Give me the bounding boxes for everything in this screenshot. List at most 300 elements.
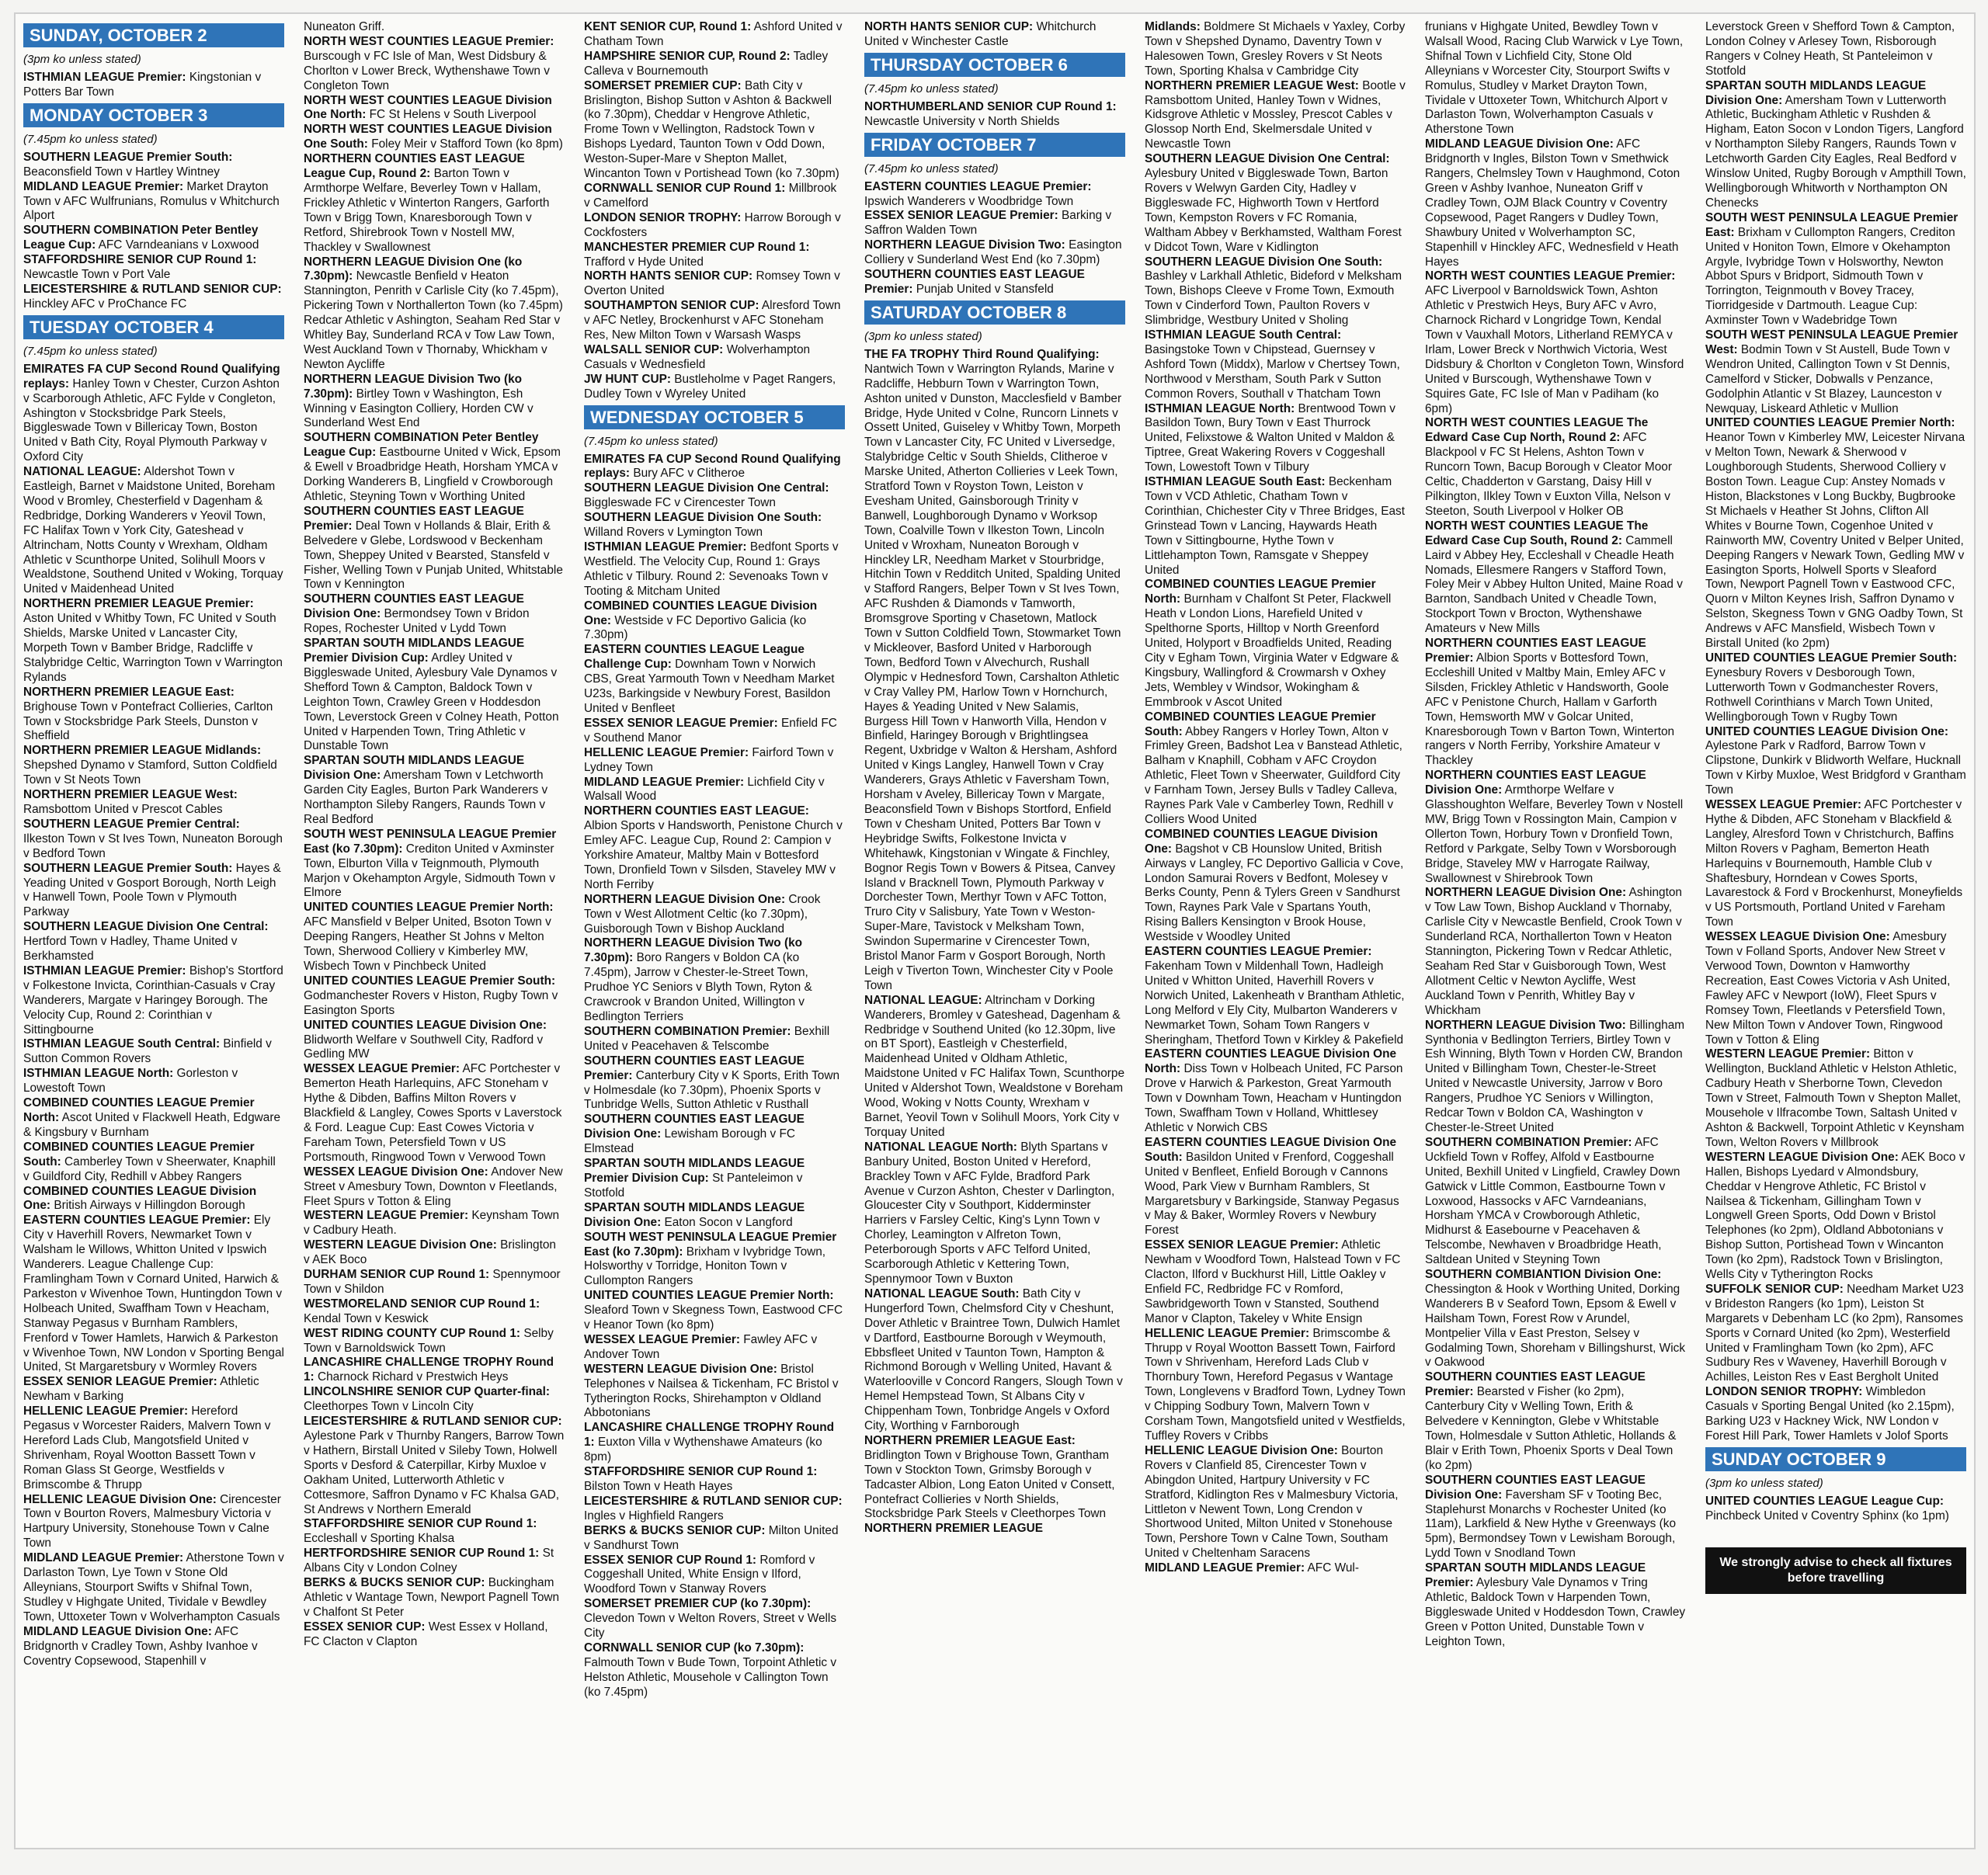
competition-entry — [1705, 1385, 1966, 1444]
fixture-list: Barking v Saffron Walden Town — [864, 209, 1112, 238]
fixture-list: Beckenham Town v VCD Athletic, Chatham Town v Corinthian, Chichester City v Three Bridges, East Grinstead Town v Lancing, Haywards Heath Town v Sittingbourne, Hythe Town v Littlehampton Town, Ramsgate v Sheppey United — [1145, 475, 1406, 577]
competition-entry — [864, 100, 1125, 130]
fixture-list: frunians v Highgate United, Bewdley Town v Walsall Wood, Racing Club Warwick v Lye Town, Shifnal Town v Lichfield City, Stone Old Alleynians v Worcester City, Stourport Swifts v Romulus, Studley v Market Drayton Town, Tividale v Uttoxeter Town, Whitchurch Alport v Darlaston Town, Wolverhampton Casuals v Atherstone Town — [1425, 20, 1684, 137]
competition-entry — [304, 1547, 565, 1576]
competition-entry — [23, 1551, 284, 1625]
fixture-list: Brimscombe & Thrupp v Royal Wootton Bassett Town, Fairford Town v Shrivenham, Hereford Lads Club v Thornbury Town, Hereford Pegasus v Wantage Town, Longlevens v Bradford Town, Lydney Town v Chipping Sodbury Town, Malvern Town v Corsham Town, Mangotsfield united v Westfields, Tuffley Rovers v Cribbs — [1145, 1326, 1406, 1443]
fixture-list: Bootle v Ramsbottom United, Hanley Town v Widnes, Kidsgrove Athletic v Mossley, Prescot Cables v Glossop North End, Skelmersdale United v Newcastle Town — [1145, 78, 1406, 151]
competition-title: WESTMORELAND SENIOR CUP Round 1: — [304, 1297, 540, 1311]
competition-title: UNITED COUNTIES LEAGUE Premier South: — [1705, 651, 1958, 665]
competition-entry — [23, 151, 284, 180]
fixture-list: Bagshot v CB Hounslow United, British Airways v Langley, FC Deportivo Gallicia v Cove, London Samurai Rovers v Bedfont, Molesey v Berks County, Penn & Tylers Green v Sandhurst Town, Raynes Park Vale v Spartans Youth, Rising Ballers Kensington v Brook House, Westside v Woodley United — [1145, 842, 1404, 944]
fixture-list: Bristol Telephones v Nailsea & Tickenham, FC Bristol v Tytherington Rocks, Shirehampton v Oldland Abbotonians — [584, 1362, 839, 1420]
day-heading: FRIDAY OCTOBER 7 — [864, 133, 1125, 157]
competition-title: SOUTHERN COMBIANTION Division One: — [1425, 1268, 1662, 1282]
competition-entry — [304, 1576, 565, 1620]
fixture-list: Romford v Coggeshall United, White Ensign v Ilford, Woodford Town v Stanway Rovers — [584, 1553, 815, 1596]
competition-entry — [584, 343, 845, 373]
competition-title: EASTERN COUNTIES LEAGUE Division One South: — [1145, 1135, 1397, 1164]
competition-entry — [23, 1375, 284, 1405]
fixtures-column — [1705, 20, 1966, 1842]
travel-advice-notice: We strongly advise to check all fixtures before travelling — [1705, 1547, 1966, 1594]
competition-title: NORTHERN LEAGUE Division One: — [584, 892, 786, 906]
competition-title: STAFFORDSHIRE SENIOR CUP Round 1: — [304, 1517, 537, 1531]
competition-title: NORTHERN COUNTIES EAST LEAGUE: — [584, 804, 809, 818]
competition-entry — [1145, 152, 1406, 255]
competition-entry — [584, 936, 845, 1024]
competition-title: JW HUNT CUP: — [584, 372, 672, 386]
competition-title: LINCOLNSHIRE SENIOR CUP Quarter-final: — [304, 1385, 550, 1399]
fixture-list: Boldmere St Michaels v Yaxley, Corby Town v Shepshed Dynamo, Daventry Town v Halesowen Town, Gresley Rovers v St Neots Town, Sporting Khalsa v Cambridge City — [1145, 20, 1406, 78]
competition-title: KENT SENIOR CUP, Round 1: — [584, 20, 752, 33]
competition-entry — [584, 804, 845, 892]
competition-entry — [23, 964, 284, 1038]
competition-title: EASTERN COUNTIES LEAGUE Premier: — [23, 1214, 251, 1227]
competition-entry — [23, 1067, 284, 1096]
competition-title: NORTHUMBERLAND SENIOR CUP Round 1: — [864, 99, 1117, 113]
fixture-list: Millbrook v Camelford — [584, 181, 837, 210]
fixture-list: Bexhill United v Peacehaven & Telscombe — [584, 1024, 830, 1053]
fixture-list: Albion Sports v Handsworth, Penistone Church v Emley AFC. League Cup, Round 2: Campion v Yorkshire Amateur, Maltby Main v Bottesford Town, Dronfield Town v Silsden, Staveley MW v North Ferriby — [584, 819, 843, 891]
competition-title: WESSEX LEAGUE Premier: — [304, 1062, 460, 1076]
fixture-list: Ely City v Haverhill Rovers, Newmarket Town v Walsham le Willows, Whitton United v Ipswich Wanderers. League Challenge Cup: Framlingham Town v Cornard United, Harwich & Parkeston v Wivenhoe Town, Huntingdon Town v Holbeach United, Swaffham Town v Heacham, Stanway Pegasus v Burnham Ramblers, Frenford v Tower Hamlets, Harwich & Parkeston v Wivenhoe Town, NW London v Sporting Bengal United, St Margaretsbury v Wormley Rovers — [23, 1214, 284, 1374]
competition-title: DURHAM SENIOR CUP Round 1: — [304, 1268, 490, 1282]
competition-title: EASTERN COUNTIES LEAGUE Division One North: — [1145, 1047, 1397, 1076]
fixture-list: Beaconsfield Town v Hartley Wintney — [23, 165, 220, 179]
fixture-list: Burnham v Chalfont St Peter, Flackwell Heath v London Lions, Harefield United v Spelthorne Sports, Hilltop v North Greenford United, Holyport v Broadfields United, Reading City v Egham Town, Virginia Water v Edgware & Kingsbury, Wallingford & Crowmarsh v Oxhey Jets, Wembley v Windsor, Wokingham & Emmbrook v Ascot United — [1145, 592, 1399, 709]
fixture-list: Atherstone Town v Darlaston Town, Lye Town v Stone Old Alleynians, Stourport Swifts v Shifnal Town, Studley v Highgate United, Tividale v Bewdley Town, Uttoxeter Town v Wolverhampton Casuals — [23, 1551, 284, 1623]
competition-title: SPARTAN SOUTH MIDLANDS LEAGUE Division One: — [1705, 78, 1927, 107]
fixture-list: Trafford v Hyde United — [584, 255, 704, 269]
fixture-list: Fakenham Town v Mildenhall Town, Hadleigh United v Whitton United, Haverhill Rovers v Norwich United, Lakenheath v Brantham Athletic, Long Melford v Ely City, Mulbarton Wanderers v Newmarket Town, Soham Town Rangers v Sheringham, Thetford Town v Kirkley & Pakefield — [1145, 960, 1405, 1047]
competition-title: ESSEX SENIOR LEAGUE Premier: — [584, 716, 778, 730]
competition-entry — [1145, 1444, 1406, 1561]
competition-title: ESSEX SENIOR CUP Round 1: — [584, 1553, 757, 1567]
day-heading: THURSDAY OCTOBER 6 — [864, 53, 1125, 77]
competition-entry — [304, 974, 565, 1019]
competition-entry — [1145, 1136, 1406, 1238]
fixtures-column — [1145, 20, 1406, 1842]
fixture-list: Bath City v Hungerford Town, Chelmsford City v Cheshunt, Dover Athletic v Braintree Town, Dulwich Hamlet v Dartford, Eastbourne Borough v Weymouth, Ebbsfleet United v Taunton Town, Hampton & Richmond Borough v Welling United, Havant & Waterlooville v Concord Rangers, Slough Town v Hemel Hempstead Town, St Albans City v Chippenham Town, Tonbridge Angels v Oxford City, Worthing v Farnborough — [864, 1286, 1123, 1433]
fixture-list: Nuneaton Griff. — [304, 20, 385, 33]
competition-title: MIDLAND LEAGUE Premier: — [23, 179, 184, 193]
fixture-list: Cleethorpes Town v Lincoln City — [304, 1400, 474, 1414]
competition-title: NORTHERN PREMIER LEAGUE East: — [23, 685, 235, 699]
fixtures-column — [864, 20, 1125, 1842]
competition-title: NORTH WEST COUNTIES LEAGUE Premier: — [304, 34, 554, 48]
competition-entry — [23, 283, 284, 312]
competition-title: COMBINED COUNTIES LEAGUE Division One: — [23, 1184, 257, 1213]
fixture-list: Punjab United v Stansfeld — [916, 282, 1054, 296]
competition-entry — [23, 862, 284, 921]
fixture-list: AFC Uckfield Town v Roffey, Alfold v Eastbourne United, Bexhill United v Lingfield, Crawley Down Gatwick v Little Common, Eastbourne Town v Loxwood, Hassocks v AFC Varndeanians, Horsham YMCA v Crowborough Athletic, Midhurst & Easebourne v Peacehaven & Telscombe, Newhaven v Broadbridge Heath, Saltdean United v Steyning Town — [1425, 1135, 1680, 1267]
competition-entry — [584, 481, 845, 511]
competition-entry — [1705, 416, 1966, 651]
competition-title: ISTHMIAN LEAGUE Premier: — [23, 71, 186, 84]
fixture-list: Ashford United v Chatham Town — [584, 20, 843, 48]
competition-title: MIDLAND LEAGUE Division One: — [23, 1624, 212, 1638]
fixtures-column — [584, 20, 845, 1842]
competition-entry — [584, 1333, 845, 1363]
competition-title: MIDLAND LEAGUE Premier: — [23, 1551, 184, 1565]
competition-title: NORTHERN COUNTIES EAST LEAGUE Premier: — [1425, 637, 1646, 665]
competition-entry — [23, 253, 284, 283]
competition-title: NORTHERN LEAGUE Division Two (ko 7.30pm): — [584, 936, 803, 965]
competition-entry — [1145, 328, 1406, 402]
fixtures-column — [23, 20, 284, 1842]
fixture-list: Aylesbury Vale Dynamos v Tring Athletic, Baldock Town v Harpenden Town, Biggleswade United v Hoddesdon Town, Crawley Green v Potton United, Dunstable Town v Leighton Town, — [1425, 1576, 1686, 1648]
fixture-list: Aston United v Whitby Town, FC United v South Shields, Marske United v Lancaster City, Morpeth Town v Bamber Bridge, Radcliffe v Stalybridge Celtic, Warrington Town v Warrington Rylands — [23, 612, 283, 684]
competition-title: WESSEX LEAGUE Premier: — [584, 1332, 740, 1346]
fixture-list: Milton United v Sandhurst Town — [584, 1523, 839, 1552]
competition-title: NATIONAL LEAGUE South: — [864, 1286, 1020, 1300]
fixture-list: Albion Sports v Bottesford Town, Eccleshill United v Maltby Main, Emley AFC v Silsden, Frickley Athletic v Handsworth, Goole AFC v Penistone Church, Hallam v Garforth Town, Hemsworth MW v Golcar United, Knaresborough Town v Barton Town, Winterton rangers v North Ferriby, Yorkshire Amateur v Thackley — [1425, 651, 1675, 768]
competition-entry — [584, 511, 845, 540]
competition-title: NORTHERN PREMIER LEAGUE West: — [23, 788, 238, 802]
fixture-list: Buckingham Athletic v Wantage Town, Newport Pagnell Town v Chalfont St Peter — [304, 1576, 560, 1619]
fixture-list: Andover New Street v Amesbury Town, Downton v Fleetlands, Fleet Spurs v Totton & Eling — [304, 1165, 563, 1208]
competition-title: WALSALL SENIOR CUP: — [584, 342, 724, 356]
competition-entry — [584, 643, 845, 717]
competition-entry — [1425, 1561, 1686, 1649]
fixture-list: Aylestone Park v Thurnby Rangers, Barrow Town v Hathern, Birstall United v Sileby Town, Holwell Sports v Desford & Caterpillar, Kirby Muxloe v Oakham United, Lutterworth Athletic v Cottesmore, Saffron Dynamo v FC Khalsa GAD, St Andrews v Northern Emerald — [304, 1429, 565, 1516]
competition-entry — [304, 1019, 565, 1063]
fixture-list: Deal Town v Hollands & Blair, Erith & Belvedere v Glebe, Lordswood v Beckenham Town, Sheppey United v Bearsted, Stansfeld v Fisher, Welling Town v Punjab United, Whitstable Town v Kennington — [304, 519, 563, 592]
competition-title: ISTHMIAN LEAGUE Premier: — [23, 964, 186, 977]
fixture-list: AFC Varndeanians v Loxwood — [98, 238, 259, 252]
fixture-list: Bury AFC v Clitheroe — [633, 467, 746, 481]
competition-title: SPARTAN SOUTH MIDLANDS LEAGUE Premier: — [1425, 1561, 1646, 1590]
competition-entry — [23, 1214, 284, 1375]
fixture-list: Godmanchester Rovers v Histon, Rugby Town v Easington Sports — [304, 988, 558, 1017]
competition-entry — [1705, 20, 1966, 79]
fixture-list: Downham Town v Norwich CBS, Great Yarmouth Town v Needham Market U23s, Barkingside v Newbury Forest, Basildon United v Benfleet — [584, 658, 835, 715]
competition-title: EASTERN COUNTIES LEAGUE Premier: — [864, 179, 1092, 193]
competition-title: SPARTAN SOUTH MIDLANDS LEAGUE Premier Division Cup: — [584, 1157, 805, 1185]
competition-entry — [584, 599, 845, 644]
competition-title: COMBINED COUNTIES LEAGUE Premier North: — [23, 1096, 255, 1124]
fixture-list: Euxton Villa v Wythenshawe Amateurs (ko 8pm) — [584, 1436, 822, 1464]
fixture-list: British Airways v Hillingdon Borough — [54, 1199, 245, 1213]
competition-title: SOUTHERN COUNTIES EAST LEAGUE Division One: — [1425, 1473, 1646, 1502]
fixtures-page — [14, 12, 1976, 1849]
competition-title: HELLENIC LEAGUE Division One: — [1145, 1443, 1338, 1457]
competition-title: SOUTHERN LEAGUE Premier South: — [23, 861, 233, 875]
competition-entry — [864, 1434, 1125, 1522]
competition-title: NORTH WEST COUNTIES LEAGUE Division One South: — [304, 123, 552, 151]
competition-title: WESTERN LEAGUE Division One: — [1705, 1150, 1899, 1164]
fixture-list: Leverstock Green v Shefford Town & Campton, London Colney v Arlesey Town, Risborough Rangers v Colney Heath, St Panteleimon v Stotfold — [1705, 20, 1955, 78]
competition-title: THE FA TROPHY Third Round Qualifying: — [864, 347, 1100, 361]
competition-entry — [584, 50, 845, 79]
competition-entry — [584, 776, 845, 805]
competition-title: SOUTHERN LEAGUE Division One Central: — [1145, 152, 1390, 166]
fixture-list: Crook Town v West Allotment Celtic (ko 7.30pm), Guisborough Town v Bishop Auckland — [584, 892, 821, 936]
competition-entry — [304, 828, 565, 901]
fixture-list: AFC Mansfield v Belper United, Bsoton Town v Deeping Rangers, Heather St Johns v Melton Town, Sherwood Colliery v Kimberley MW, Wisbech Town v Pinchbeck United — [304, 915, 551, 973]
competition-entry — [23, 71, 284, 100]
competition-title: NORTHERN PREMIER LEAGUE — [864, 1522, 1044, 1536]
fixture-list: AFC Portchester v Bemerton Heath Harlequins, AFC Stoneham v Hythe & Dibden, Baffins Milton Rovers v Blackfield & Langley, Cowes Sports v Laverstock & Ford. League Cup: East Cowes Victoria v Fareham Town, Petersfield Town v US Portsmouth, Ringwood Town v Verwood Town — [304, 1062, 562, 1164]
competition-title: SOUTHERN LEAGUE Division One Central: — [23, 920, 269, 934]
competition-title: SOUTHERN COUNTIES EAST LEAGUE Premier: — [584, 1054, 805, 1082]
fixture-list: Eccleshall v Sporting Khalsa — [304, 1532, 455, 1546]
competition-title: ESSEX SENIOR CUP: — [304, 1620, 426, 1634]
competition-title: SOUTHERN LEAGUE Premier Central: — [23, 817, 240, 831]
day-heading: SUNDAY, OCTOBER 2 — [23, 23, 284, 47]
competition-title: NATIONAL LEAGUE: — [23, 465, 141, 479]
fixture-list: Hinckley AFC v ProChance FC — [23, 297, 187, 311]
competition-entry — [584, 1524, 845, 1554]
competition-title: SOUTHERN LEAGUE Division One South: — [584, 511, 822, 525]
competition-entry — [584, 540, 845, 599]
fixture-list: Bitton v Wellington, Buckland Athletic v Helston Athletic, Cadbury Heath v Sherborne Town, Clevedon Town v Street, Falmouth Town v Shepton Mallet, Mousehole v Ilfracombe Town, Saltash United v Ashton & Backwell, Torpoint Athletic v Keynsham Town, Welton Rovers v Millbrook — [1705, 1047, 1965, 1149]
fixture-list: Wimbledon Casuals v Sporting Bengal United (ko 2.15pm), Barking U23 v Hackney Wick, NW London v Forest Hill Park, Tower Hamlets v Jolof Sports — [1705, 1385, 1955, 1443]
fixture-list: AFC Wul- — [1307, 1561, 1359, 1575]
fixture-list: Ingles v Highfield Rangers — [584, 1509, 724, 1523]
fixture-list: Selby Town v Barnoldswick Town — [304, 1326, 554, 1355]
competition-title: SPARTAN SOUTH MIDLANDS LEAGUE Premier Division Cup: — [304, 637, 525, 665]
day-heading: SUNDAY OCTOBER 9 — [1705, 1447, 1966, 1471]
fixture-list: Keynsham Town v Cadbury Heath. — [304, 1209, 560, 1238]
fixture-list: Gorleston v Lowestoft Town — [23, 1067, 238, 1095]
competition-title: NORTHERN PREMIER LEAGUE East: — [864, 1433, 1076, 1447]
fixture-list: Bourton Rovers v Clanfield 85, Cirencester Town v Abingdon United, Hartpury University v FC Stratford, Kidlington Res v Malmesbury Victoria, Littleton v Newent Town, Long Crendon v Shortwood United, Milton United v Stonehouse Town, Pershore Town v Calne Town, Southam United v Cheltenham Saracens — [1145, 1443, 1399, 1561]
kickoff-note: (7.45pm ko unless stated) — [584, 434, 718, 448]
competition-title: CORNWALL SENIOR CUP (ko 7.30pm): — [584, 1641, 805, 1655]
competition-entry — [584, 299, 845, 343]
fixture-list: AEK Boco v Hallen, Bishops Lyedard v Almondsbury, Cheddar v Hengrove Athletic, FC Bristol v Nailsea & Tickenham, Gillingham Town v Longwell Green Sports, Odd Down v Bristol Telephones (ko 2pm), Oldland Abbotonians v Bishop Sutton, Portishead Town v Wincanton Town (ko 2pm), Radstock Town v Brislington, Wells City v Tytherington Rocks — [1705, 1150, 1965, 1282]
fixture-list: Newcastle Town v Port Vale — [23, 268, 171, 282]
competition-title: STAFFORDSHIRE SENIOR CUP Round 1: — [23, 253, 257, 267]
fixture-list: Falmouth Town v Bude Town, Torpoint Athletic v Helston Athletic, Mousehole v Callington Town (ko 7.45pm) — [584, 1655, 837, 1699]
competition-title: CORNWALL SENIOR CUP Round 1: — [584, 181, 786, 195]
competition-title: UNITED COUNTIES LEAGUE Division One: — [1705, 724, 1948, 738]
fixture-list: Hanley Town v Chester, Curzon Ashton v Scarborough Athletic, AFC Fylde v Congleton, Ashington v Stocksbridge Park Steels, Biggleswade Town v Billericay Town, Boston United v Bath City, Royal Plymouth Parkway v Oxford City — [23, 377, 280, 464]
fixture-list: Blyth Spartans v Banbury United, Boston United v Hereford, Brackley Town v AFC Fylde, Bradford Park Avenue v Curzon Ashton, Chester v Darlington, Gloucester City v Southport, Kidderminster Harriers v Farsley Celtic, King's Lynn Town v Chorley, Leamington v Alfreton Town, Peterborough Sports v AFC Telford United, Scarborough Athletic v Kettering Town, Spennymoor Town v Buxton — [864, 1140, 1115, 1286]
competition-entry — [584, 79, 845, 182]
competition-entry — [304, 637, 565, 754]
competition-entry — [864, 180, 1125, 210]
competition-title: EASTERN COUNTIES LEAGUE Premier: — [1145, 945, 1372, 959]
kickoff-note: (7.45pm ko unless stated) — [23, 344, 158, 358]
competition-entry — [1145, 578, 1406, 710]
fixture-list: Bilston Town v Heath Hayes — [584, 1480, 733, 1493]
competition-title: SOUTHERN COUNTIES EAST LEAGUE Division One: — [304, 592, 524, 621]
competition-title: NORTH WEST COUNTIES LEAGUE The Edward Case Cup South, Round 2: — [1425, 519, 1649, 547]
competition-title: UNITED COUNTIES LEAGUE Premier North: — [304, 901, 554, 915]
fixture-list: AFC Bridgnorth v Cradley Town, Ashby Ivanhoe v Coventry Copsewood, Stapenhill v — [23, 1624, 258, 1668]
competition-title: NORTHERN LEAGUE Division One: — [1425, 886, 1627, 900]
competition-entry — [1145, 1047, 1406, 1135]
competition-entry — [304, 1356, 565, 1385]
day-heading: TUESDAY OCTOBER 4 — [23, 315, 284, 339]
competition-entry — [584, 1597, 845, 1641]
competition-entry — [584, 1201, 845, 1231]
competition-entry — [1705, 798, 1966, 930]
competition-title: LEICESTERSHIRE & RUTLAND SENIOR CUP: — [23, 282, 282, 296]
competition-entry — [1425, 1136, 1686, 1268]
competition-title: STAFFORDSHIRE SENIOR CUP Round 1: — [584, 1465, 818, 1479]
competition-title: MANCHESTER PREMIER CUP Round 1: — [584, 240, 810, 254]
competition-entry — [584, 1495, 845, 1524]
fixture-list: Chessington & Hook v Worthing United, Dorking Wanderers B v Seaford Town, Epsom & Ewell v Hailsham Town, Forest Row v Arundel, Montpelier Villa v East Preston, Selsey v Godalming Town, Shoreham v Billingshurst, Wick v Oakwood — [1425, 1282, 1686, 1370]
fixture-list: Fawley AFC v Andover Town — [584, 1332, 818, 1361]
competition-entry — [304, 1268, 565, 1297]
fixture-list: Canterbury City v K Sports, Erith Town v Holmesdale (ko 7.30pm), Phoenix Sports v Tunbridge Wells, Sutton Athletic v Rusthall — [584, 1068, 840, 1112]
competition-title: ISTHMIAN LEAGUE Premier: — [584, 540, 747, 554]
competition-entry — [304, 1209, 565, 1238]
fixture-list: Aylesbury United v Biggleswade Town, Barton Rovers v Welwyn Garden City, Hadley v Biggleswade FC, Highworth Town v Hertford Town, Kempston Rovers v FC Romania, Waltham Abbey v Berkhamsted, Waltham Forest v Didcot Town, Ware v Kidlington — [1145, 167, 1402, 254]
fixture-list: Enfield FC v Southend Manor — [584, 716, 837, 745]
competition-entry — [1425, 137, 1686, 269]
competition-entry — [23, 788, 284, 818]
fixture-list: West Essex v Holland, FC Clacton v Clapton — [304, 1620, 548, 1648]
fixture-list: Ascot United v Flackwell Heath, Edgware & Kingsbury v Burnham — [23, 1111, 281, 1139]
competition-entry — [1425, 769, 1686, 886]
competition-entry — [584, 1465, 845, 1495]
fixture-list: Cammell Laird v Abbey Hey, Eccleshall v Cheadle Heath Nomads, Ellesmere Rangers v Stafford Town, Foley Meir v Abbey Hulton United, Maine Road v Barnton, Sandbach United v Cheadle Town, Stockport Town v Brocton, Wythenshawe Amateurs v New Mills — [1425, 533, 1683, 636]
fixture-list: Brighouse Town v Pontefract Collieries, Carlton Town v Stocksbridge Park Steels, Dunston v Sheffield — [23, 700, 273, 743]
fixture-list: Barton Town v Armthorpe Welfare, Beverley Town v Hallam, Frickley Athletic v Winterton Rangers, Garforth Town v Brigg Town, Knaresborough Town v Retford, Shirebrook Town v Nostell MW, Thackley v Swallownest — [304, 167, 550, 254]
competition-entry — [864, 209, 1125, 238]
fixture-list: Camberley Town v Sheerwater, Knaphill v Guildford City, Redhill v Abbey Rangers — [23, 1155, 276, 1183]
fixture-list: Blidworth Welfare v Southwell City, Radford v Gedling MW — [304, 1033, 544, 1061]
fixture-list: Ardley United v Biggleswade United, Aylesbury Vale Dynamos v Shefford Town & Campton, Baldock Town v Leighton Town, Crawley Green v Hoddesdon Town, Leverstock Green v Colney Heath, Potton United v Harpenden Town, Tring Athletic v Dunstable Town — [304, 651, 559, 753]
competition-title: SOUTH WEST PENINSULA LEAGUE Premier East: — [1705, 210, 1958, 239]
competition-entry — [304, 1062, 565, 1165]
competition-entry — [1705, 1151, 1966, 1283]
competition-title: NATIONAL LEAGUE: — [864, 993, 982, 1007]
competition-entry — [1145, 402, 1406, 476]
fixture-list: Bashley v Larkhall Athletic, Bideford v Melksham Town, Bishops Cleeve v Frome Town, Exmouth Town v Cinderford Town, Paulton Rovers v Slimbridge, Westbury United v Sholing — [1145, 269, 1402, 328]
competition-title: LONDON SENIOR TROPHY: — [1705, 1385, 1863, 1399]
fixture-list: Brentwood Town v Basildon Town, Bury Town v East Thurrock United, Felixstowe & Walton United v Maldon & Tiptree, Great Wakering Rovers v Coggeshall Town, Lowestoft Town v Tilbury — [1145, 401, 1395, 474]
competition-title: HERTFORDSHIRE SENIOR CUP Round 1: — [304, 1547, 540, 1561]
competition-title: ISTHMIAN LEAGUE South East: — [1145, 475, 1326, 489]
fixture-list: Boro Rangers v Boldon CA (ko 7.45pm), Jarrow v Chester-le-Street Town, Prudhoe YC Seniors v Blyth Town, Ryton & Crawcrook v Brandon United, Willington v Bedlington Terriers — [584, 951, 812, 1023]
fixture-list: Shepshed Dynamo v Stamford, Sutton Coldfield Town v St Neots Town — [23, 759, 277, 787]
competition-entry — [23, 180, 284, 224]
competition-entry — [304, 255, 565, 373]
kickoff-note: (3pm ko unless stated) — [1705, 1476, 1823, 1490]
competition-title: EASTERN COUNTIES LEAGUE League Challenge Cup: — [584, 643, 805, 672]
competition-entry — [1145, 710, 1406, 828]
competition-entry — [23, 1096, 284, 1141]
competition-entry — [23, 920, 284, 964]
competition-entry — [1425, 1474, 1686, 1561]
fixtures-column — [304, 20, 565, 1842]
fixture-list: Nantwich Town v Warrington Rylands, Marine v Radcliffe, Hebburn Town v Warrington Town, Ashton united v Dunston, Macclesfield v Bamber Bridge, Hyde United v Colne, Runcorn Linnets v Ossett United, Guiseley v Whitby Town, Morpeth Town v Lancaster City, FC United v Liversedge, Stalybridge Celtic v South Shields, Clitheroe v Marske United, Atherton Collieries v Leek Town, Stratford Town v Royston Town, Leiston v Evesham United, Gainsborough Trinity v Banwell, Loughborough Dynamo v Worksop Town, Coalville Town v Ilkeston Town, Lincoln United v Wroxham, Nuneaton Borough v Hinckley LR, Needham Market v Stourbridge, Hitchin Town v Redditch United, Spalding United v Stafford Rangers, Belper Town v St Ives Town, AFC Rushden & Diamonds v Tamworth, Bromsgrove Sporting v Chasetown, Matlock Town v Sutton Coldfield Town, Stowmarket Town v Mickleover, Basford United v Harborough Town, Bedford Town v Alvechurch, Rushall Olympic v Hednesford Town, Carshalton Athletic v Cray Valley PM, Harlow Town v Hornchurch, Hayes & Yeading United v New Salamis, Burgess Hill Town v Hanworth Villa, Hendon v Binfield, Haringey Borough v Brightlingsea Regent, Uxbridge v Walton & Hersham, Ashford United v Kings Langley, Hanwell Town v Cray Wanderers, Grays Athletic v Faversham Town, Horsham v Aveley, Billericay Town v Margate, Beaconsfield Town v Bishops Stortford, Enfield Town v Chesham United, Potters Bar Town v Heybridge Swifts, Folkestone Invicta v Whitehawk, Kingstonian v Wingate & Finchley, Bognor Regis Town v Bowers & Pitsea, Canvey Island v Bracknell Town, Plymouth Parkway v Dorchester Town, Merthyr Town v AFC Totton, Truro City v Salisbury, Yate Town v Weston-Super-Mare, Tavistock v Melksham Town, Swindon Supermarine v Cirencester Town, Bristol Manor Farm v Gosport Borough, North Leigh v Tiverton Town, Winchester City v Poole Town — [864, 362, 1122, 992]
fixture-list: Bustleholme v Paget Rangers, Dudley Town v Wyreley United — [584, 372, 836, 401]
fixtures-column — [1425, 20, 1686, 1842]
fixture-list: Hayes & Yeading United v Gosport Borough, North Leigh v Hanwell Town, Poole Town v Plymouth Parkway — [23, 861, 281, 919]
fixture-list: Faversham SF v Tooting Bec, Staplehurst Monarchs v Rochester United (ko 11am), Larkfield & New Hythe v Greenways (ko 5pm), Bermondsey Town v Lewisham Borough, Lydd Town v Snodland Town — [1425, 1488, 1677, 1561]
competition-title: ISTHMIAN LEAGUE North: — [1145, 401, 1295, 415]
competition-entry — [23, 597, 284, 685]
competition-entry — [584, 20, 845, 50]
competition-entry — [864, 348, 1125, 994]
competition-title: HAMPSHIRE SENIOR CUP, Round 2: — [584, 49, 791, 63]
competition-entry — [23, 1625, 284, 1669]
competition-title: WEST RIDING COUNTY CUP Round 1: — [304, 1326, 521, 1340]
fixture-list: Market Drayton Town v AFC Wulfrunians, Romulus v Whitchurch Alport — [23, 179, 280, 223]
competition-title: ISTHMIAN LEAGUE North: — [23, 1067, 174, 1081]
fixture-list: Diss Town v Holbeach United, FC Parson Drove v Harwich & Parkeston, Great Yarmouth Town v Downham Town, Heacham v Huntingdon Town, Swaffham Town v Holland, Whittlesey Athletic v Norwich CBS — [1145, 1062, 1403, 1134]
fixture-list: AFC Portchester v Hythe & Dibden, AFC Stoneham v Blackfield & Langley, Alresford Town v Christchurch, Baffins Milton Rovers v Pagham, Bemerton Heath Harlequins v Bournemouth, Hamble Club v Shaftesbury, Horndean v Cowes Sports, Lavarestock & Ford v Brockenhurst, Moneyfields v US Portsmouth, Portland United v Fareham Town — [1705, 798, 1963, 929]
competition-title: NORTHERN LEAGUE Division Two (ko 7.30pm): — [304, 372, 523, 401]
fixture-list: Westside v FC Deportivo Galicia (ko 7.30pm) — [584, 613, 807, 642]
fixture-list: Burscough v FC Isle of Man, West Didsbury & Chorlton v Lower Breck, Wythenshawe Town v Congleton Town — [304, 49, 550, 92]
fixture-list: AFC Liverpool v Barnoldswick Town, Ashton Athletic v Prestwich Heys, Bury AFC v Avro, Charnock Richard v Longridge Town, Kendal Town v Vauxhall Motors, Litherland REMYCA v Irlam, Lower Breck v Northwich Victoria, West Didsbury & Chorlton v Congleton Town, Winsford United v Burscough, Wythenshawe Town v Squires Gate, FC Isle of Man v Padiham (ko 6pm) — [1425, 284, 1684, 415]
competition-entry — [1425, 1268, 1686, 1370]
competition-entry — [1705, 1283, 1966, 1385]
competition-entry — [1705, 328, 1966, 416]
competition-entry — [23, 744, 284, 788]
competition-entry — [23, 1405, 284, 1492]
competition-entry — [1145, 255, 1406, 329]
competition-title: HELLENIC LEAGUE Premier: — [584, 745, 749, 759]
competition-title: MIDLAND LEAGUE Premier: — [1145, 1561, 1305, 1575]
competition-entry — [304, 1385, 565, 1415]
fixture-list: Armthorpe Welfare v Glasshoughton Welfare, Beverley Town v Nostell MW, Brigg Town v Rossington Main, Campion v Ollerton Town, Horbury Town v Dronfield Town, Retford v Parkgate, Selby Town v Worsborough Bridge, Staveley MW v Harrogate Railway, Swallownest v Shirebrook Town — [1425, 783, 1684, 885]
competition-entry — [23, 1493, 284, 1552]
competition-entry — [584, 1554, 845, 1598]
competition-entry — [584, 1054, 845, 1113]
fixture-list: Eaton Socon v Langford — [664, 1215, 793, 1229]
fixture-list: Athletic Newham v Woodford Town, Halstead Town v FC Clacton, Ilford v Buckhurst Hill, Little Oakley v Enfield FC, Redbridge FC v Romford, Sawbridgeworth Town v Stansted, Southend Manor v Clapton, Takeley v White Ensign — [1145, 1238, 1401, 1325]
fixture-list: Needham Market U23 v Brideston Rangers (ko 1pm), Leiston St Margarets v Debenham LC (ko 2pm), Ransomes Sports v Cornard United (ko 2pm), Westerfield United v Framlingham Town (ko 2pm), AFC Sudbury Res v Waveney, Haverhill Borough v Achilles, Leiston Res v East Bergholt United — [1705, 1282, 1964, 1384]
competition-title: SOUTH WEST PENINSULA LEAGUE Premier East (ko 7.30pm): — [584, 1230, 837, 1259]
competition-entry — [864, 1141, 1125, 1287]
competition-title: NORTH HANTS SENIOR CUP: — [584, 269, 753, 283]
competition-entry — [23, 1185, 284, 1214]
competition-title: WESTERN LEAGUE Premier: — [304, 1209, 469, 1223]
competition-entry — [864, 238, 1125, 268]
fixture-list: Bermondsey Town v Bridon Ropes, Rochester United v Lydd Town — [304, 607, 530, 636]
competition-title: SOUTHERN COMBINATION Premier: — [1425, 1135, 1632, 1149]
fixture-list: Athletic Newham v Barking — [23, 1375, 259, 1404]
competition-entry — [304, 431, 565, 505]
competition-entry — [584, 269, 845, 299]
fixture-list: Abbey Rangers v Horley Town, Alton v Frimley Green, Badshot Lea v Banstead Athletic, Balham v Knaphill, Cobham v AFC Croydon Athletic, Fleet Town v Sheerwater, Guildford City v Farnham Town, Jersey Bulls v Tadley Calleva, Raynes Park Vale v Camberley Town, Redhill v Colliers Wood United — [1145, 724, 1402, 826]
fixture-list: Bridlington Town v Brighouse Town, Grantham Town v Stockton Town, Grimsby Borough v Tadcaster Albion, Long Eaton United v Consett, Pontefract Collieries v North Shields, Stocksbridge Park Steels v Cleethorpes Town — [864, 1448, 1115, 1521]
competition-title: LONDON SENIOR TROPHY: — [584, 210, 742, 224]
competition-title: WESSEX LEAGUE Division One: — [304, 1165, 488, 1179]
fixture-list: AFC Blackpool v FC St Helens, Ashton Town v Runcorn Town, Bacup Borough v Cleator Moor Celtic, Chadderton v Garstang, Daisy Hill v Pilkington, Ilkley Town v Euxton Villa, Nelson v Steeton, South Liverpool v Holker OB — [1425, 431, 1672, 518]
competition-entry — [584, 717, 845, 746]
competition-title: WESSEX LEAGUE Division One: — [1705, 930, 1890, 944]
competition-title: BERKS & BUCKS SENIOR CUP: — [304, 1576, 485, 1590]
day-heading: SATURDAY OCTOBER 8 — [864, 300, 1125, 325]
competition-entry — [304, 754, 565, 828]
competition-entry — [584, 182, 845, 211]
competition-title: NORTHERN PREMIER LEAGUE Premier: — [23, 597, 254, 611]
fixture-list: Tadley Calleva v Bournemouth — [584, 49, 829, 78]
fixture-list: Romsey Town v Overton United — [584, 269, 840, 298]
competition-title: MIDLAND LEAGUE Division One: — [1425, 137, 1614, 151]
competition-entry — [304, 1165, 565, 1210]
competition-title: COMBINED COUNTIES LEAGUE Division One: — [1145, 827, 1378, 856]
fixture-list: Spennymoor Town v Shildon — [304, 1268, 561, 1296]
competition-entry — [304, 152, 565, 255]
competition-entry — [1145, 1327, 1406, 1444]
competition-entry — [584, 1363, 845, 1422]
fixture-list: Kingstonian v Potters Bar Town — [23, 71, 262, 99]
competition-entry — [304, 592, 565, 637]
competition-title: NORTHERN LEAGUE Division Two: — [1425, 1018, 1626, 1032]
fixture-list: FC St Helens v South Liverpool — [369, 108, 537, 122]
